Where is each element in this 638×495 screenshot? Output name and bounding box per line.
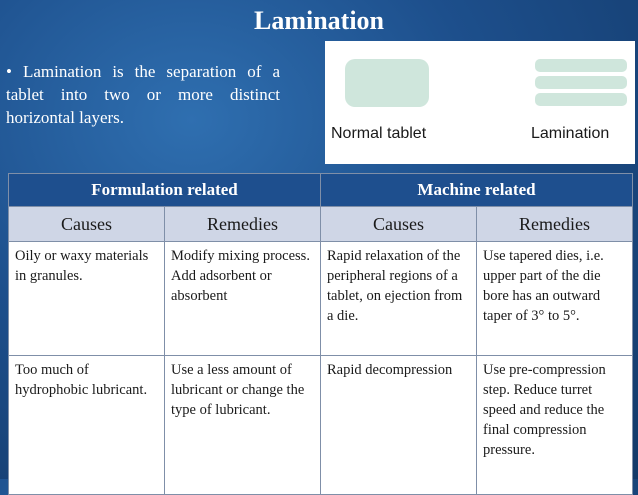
table-cell: Use pre-compression step. Reduce turret speed and reduce the final compression pressure. [477, 356, 633, 495]
table-cell: Rapid relaxation of the peripheral regions of a tablet, on ejection from a die. [321, 242, 477, 356]
tablet-illustration [325, 41, 635, 164]
table-cell: Use tapered dies, i.e. upper part of the die bore has an outward taper of 3° to 5°. [477, 242, 633, 356]
lamination-table [8, 173, 633, 495]
laminated-tablet-shape [535, 59, 627, 110]
table-cell: Too much of hydrophobic lubricant. [9, 356, 165, 495]
formulation-related-header: Formulation related [9, 174, 321, 207]
table-row [9, 242, 633, 356]
causes-header: Causes [9, 207, 165, 242]
slide-title: Lamination [253, 6, 385, 35]
tablet-layer [535, 59, 627, 72]
remedies-header: Remedies [477, 207, 633, 242]
tablet-layer [535, 93, 627, 106]
remedies-header: Remedies [165, 207, 321, 242]
table-row [9, 356, 633, 495]
lamination-label: Lamination [531, 125, 610, 142]
tablet-layer [535, 76, 627, 89]
column-header-row [9, 207, 633, 242]
table-cell: Use a less amount of lubricant or change the type of lubricant. [165, 356, 321, 495]
group-header-row [9, 174, 633, 207]
table-cell: Oily or waxy materials in granules. [9, 242, 165, 356]
table-cell: Rapid decompression [321, 356, 477, 495]
causes-header: Causes [321, 207, 477, 242]
normal-tablet-label: Normal tablet [331, 125, 427, 142]
definition-bullet [6, 60, 280, 129]
normal-tablet-shape [345, 59, 429, 107]
bullet-text: Lamination is the separation of a tablet into two or more distinct horizontal layers. [6, 62, 280, 127]
machine-related-header: Machine related [321, 174, 633, 207]
bullet-marker: • [6, 62, 12, 81]
table-cell: Modify mixing process. Add adsorbent or absorbent [165, 242, 321, 356]
